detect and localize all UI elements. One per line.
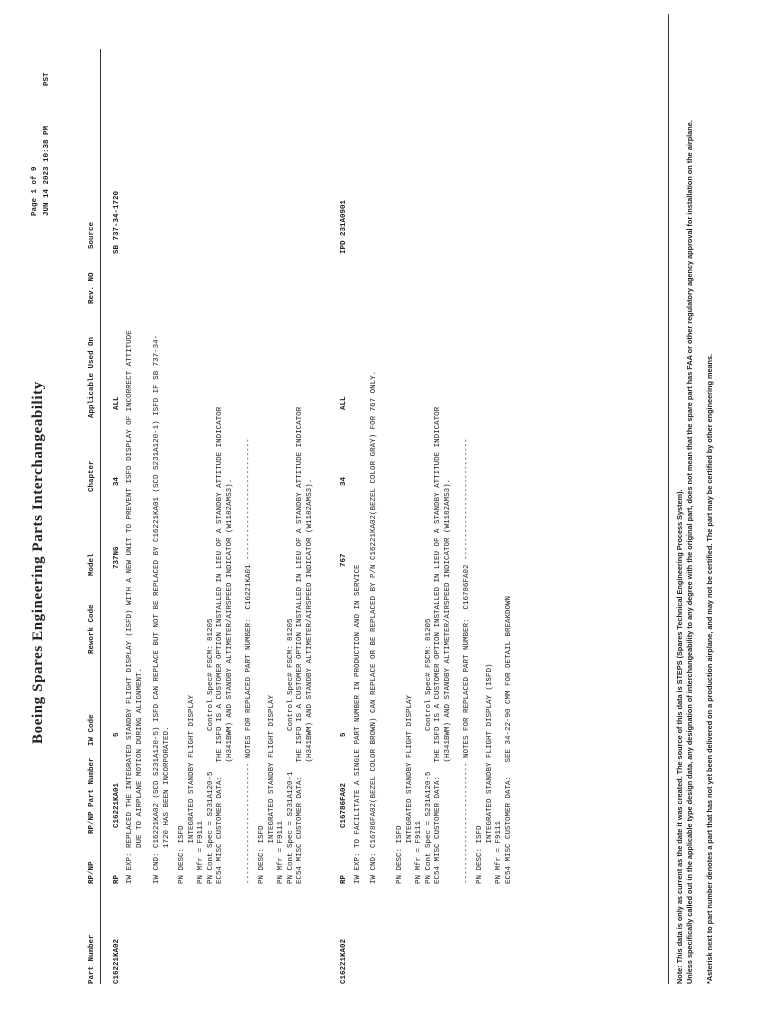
col-part-number: Part Number — [88, 934, 96, 984]
page-number: Page 1 of 9 — [31, 166, 39, 216]
record-part-number: C16221KA02 — [113, 938, 121, 984]
footer-disclaimer: Unless specifically called out in the applicable type design data, any designation of interchangeability to any degree with the original part, does not mean that the spare part has FAA or other regulatory agency approval for installation on the airplane. — [685, 120, 694, 984]
col-source: Source — [88, 221, 96, 249]
record-source: SB 737-34-1720 — [113, 190, 121, 254]
record-model: 767 — [340, 553, 348, 567]
record-part-number: C16221KA02 — [340, 938, 348, 984]
pn-description-block: PN DESC: ISFD INTEGRATED STANDBY FLIGHT DISPLAY PN Mfr = F9111 PN Cont Spec = S231A120-5 Control Spec# FSCM: 81205 EC54 MISC CUSTOMER DATA: THE ISFD IS A CUSTOMER OPTION INSTALLED IN LIEU OF A STANDBY ATTITUDE INDICATOR (H341BWM) AND STANDBY ALTIMETER/AIRSPEED INDICATOR (W1182AMS3). — [396, 406, 452, 884]
record-applicable: ALL — [113, 396, 121, 410]
replaced-pn-block: PN DESC: ISFD INTEGRATED STANDBY FLIGHT DISPLAY (ISFD) PN Mfr = F9111 EC54 MISC CUSTOMER DATA: SEE 34-22-90 CMM FOR DETAIL BREAKDOWN — [476, 595, 513, 884]
record-rp-part-number: C16786FA02 — [340, 782, 348, 828]
page-title: Boeing Spares Engineering Parts Interchangeability — [30, 381, 46, 744]
iw-exp-label: IW EXP: — [126, 852, 134, 884]
record-model: 737NG — [113, 546, 121, 569]
report-date: JUN 14 2023 10:38 PM — [43, 125, 51, 216]
col-rework-code: Rework Code — [88, 604, 96, 654]
pn-description-block: PN DESC: ISFD INTEGRATED STANDBY FLIGHT DISPLAY PN Mfr = F9111 PN Cont Spec = S231A120-5 Control Spec# FSCM: 81205 EC54 MISC CUSTOMER DATA: THE ISFD IS A CUSTOMER OPTION INSTALLED IN LIEU OF A STANDBY ATTITUDE INDICATOR (H341BWM) AND STANDBY ALTIMETER/AIRSPEED INDICATOR (W1182AMS3). — [178, 406, 234, 884]
col-rp-np: RP/NP — [88, 861, 96, 884]
header-rule — [100, 49, 101, 984]
record-source: IPD 231A0901 — [340, 199, 348, 254]
col-rev-no: Rev. NO — [88, 272, 96, 304]
timezone: PST — [43, 72, 51, 86]
iw-cnd-text: C16786FA02(BEZEL COLOR BROWN) CAN REPLACE OR BE REPLACED BY P/N C16221KA02(BEZEL COLOR GRAY) FOR 767 ONLY. — [370, 370, 378, 848]
col-applicable-used-on: Applicable Used On — [88, 336, 96, 418]
iw-exp-label: IW EXP: — [354, 852, 362, 884]
iw-cnd-text: C16221KA02 (SCD S231A120-5) ISFD CAN REPLACE BUT NOT BE REPLACED BY C16221KA01 (SCD S231A120-1) ISFD IF SB 737-34-1720 HAS BEEN INCORPORATED. — [153, 334, 171, 848]
iw-cnd-label: IW CND: — [370, 852, 378, 884]
record-iw-code: 5 — [340, 732, 348, 737]
record-applicable: ALL — [340, 396, 348, 410]
col-chapter: Chapter — [88, 460, 96, 492]
notes-replaced-part: --------------------------- NOTES FOR REPLACED PART NUMBER: C16786FA02 --------------------------- — [463, 438, 471, 884]
record-chapter: 34 — [113, 476, 121, 486]
iw-exp-text: TO FACILITATE A SINGLE PART NUMBER IN PRODUCTION AND IN SERVICE — [354, 564, 362, 848]
col-rp-np-part-number: RP/NP Part Number — [88, 757, 96, 834]
col-iw-code: IW Code — [88, 714, 96, 746]
record-iw-code: 5 — [113, 732, 121, 737]
record-rp-part-number: C16221KA01 — [113, 782, 121, 828]
footer-asterisk-note: *Asterisk next to part number denotes a part that has not yet been delivered on a production airplane, and may not be certified. The part may be certified by other engineering means. — [705, 353, 714, 984]
notes-replaced-part: --------------------------- NOTES FOR REPLACED PART NUMBER: C16221KA01 --------------------------- — [245, 438, 253, 884]
col-model: Model — [88, 553, 96, 576]
footer-rule — [668, 14, 669, 984]
iw-cnd-label: IW CND: — [153, 852, 161, 884]
iw-exp-text: REPLACED THE INTEGRATED STANDBY FLIGHT DISPLAY (ISFD) WITH A NEW UNIT TO PREVENT ISFD DISPLAY OF INCORRECT ATTITUDE DUE TO AIRPLANE MOTION DURING ALIGNMENT. — [126, 330, 144, 848]
footer-note: Note: This data is only as current as the date it was created. The source of this data is STEPS (Spares Technical Engineering Process System). — [675, 489, 684, 984]
replaced-pn-block: PN DESC: ISFD INTEGRATED STANDBY FLIGHT DISPLAY PN Mfr = F9111 PN Cont Spec = S231A120-1 Control Spec# FSCM: 81205 EC54 MISC CUSTOMER DATA: THE ISFD IS A CUSTOMER OPTION INSTALLED IN LIEU OF A STANDBY ATTITUDE INDICATOR (H341BWM) AND STANDBY ALTIMETER/AIRSPEED INDICATOR (W1182AMS3). — [258, 406, 314, 884]
record-rp: RP — [113, 874, 121, 884]
record-rp: RP — [340, 874, 348, 884]
record-chapter: 34 — [340, 476, 348, 486]
